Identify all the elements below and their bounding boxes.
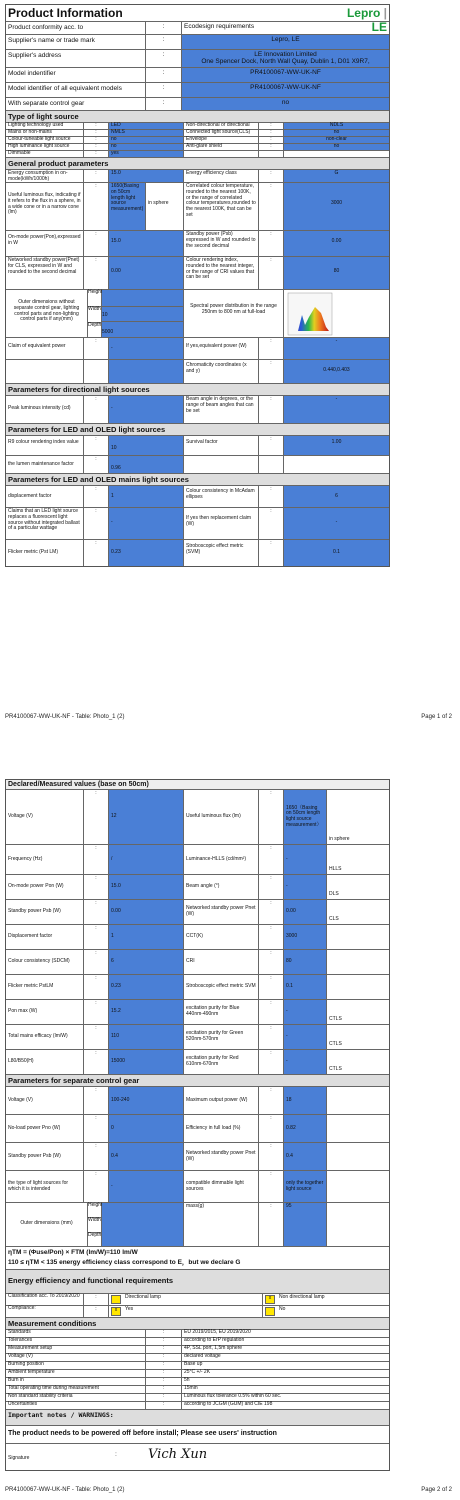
dims-labels: Height Width Depth <box>88 290 102 337</box>
row-luminous-flux: Useful luminous flux, indicating if it refers to the flux in a sphere, in a wide cone or in a narrow cone (lm) : 1650(Basing on 50cm length light source measurement) in sphere Correlated colour temperature, rounded to the nearest 100K, or the range of correlated colour temperatures,rounded to the nearest 100K, that can be set : 3000 <box>6 183 389 231</box>
type-value-2: NDLS <box>284 123 389 129</box>
header-row <box>6 83 389 98</box>
checkbox-2[interactable]: x <box>265 1295 275 1304</box>
declared-colon: : <box>84 845 109 874</box>
gear-value-2: 18 <box>284 1087 327 1114</box>
declared-row <box>6 975 389 1000</box>
type-value-2: no <box>284 130 389 136</box>
measurement-label: Ambient temperature <box>6 1370 146 1377</box>
efficiency-option-1: Yes <box>123 1306 263 1317</box>
gear-label-2: Efficiency in full load (%) <box>184 1115 259 1142</box>
efficiency-option-1: Directional lamp <box>123 1294 263 1305</box>
declared-colon-2: : <box>259 1025 284 1049</box>
gear-value-2: 0.82 <box>284 1115 327 1142</box>
type-label-2: Non-directional or directional <box>184 123 259 129</box>
header-colon: : <box>146 83 182 97</box>
gear-value: 0.4 <box>109 1143 184 1170</box>
type-value: no <box>109 144 184 150</box>
declared-type: CTLS <box>329 1016 342 1023</box>
declared-colon-2: : <box>259 875 284 899</box>
row-claim-equivalent: Claim of equivalent power : - If yes,equivalent power (W) : - <box>6 338 389 360</box>
header-row <box>6 50 389 68</box>
header-colon: : <box>146 22 182 34</box>
declared-colon-2: : <box>259 1000 284 1024</box>
gear-value-2: 0.4 <box>284 1143 327 1170</box>
type-label: Mains or non-mains <box>6 130 84 136</box>
type-label: High luminance light source <box>6 144 84 150</box>
row-outer-dimensions: Outer dimensions without separate control gear, lighting control parts and non-lighting control parts if any(mm) Height Width Depth 10 5000 Spectral power distribution in the range 250nm to 800 nm at full-load <box>6 290 389 338</box>
declared-type: HLLS <box>329 866 342 873</box>
measurement-value: Base up <box>184 1361 203 1367</box>
header-colon: : <box>146 98 182 110</box>
type-value: LED <box>109 123 184 129</box>
measurement-label: Total operating time during measurement <box>6 1386 146 1393</box>
gear-label: the type of light sources for which it is intended <box>6 1171 84 1202</box>
declared-label: On-mode power Pon (W) <box>6 875 84 899</box>
measurement-value: EU 2019/2015, EU 2019/2020 <box>184 1329 251 1335</box>
declared-label: Voltage (V) <box>6 790 84 844</box>
spectrum-chart <box>284 290 389 337</box>
declared-value: 0.23 <box>109 975 184 999</box>
measurement-value: according to JCGM (GUM) and CIE 198 <box>184 1401 273 1407</box>
brand-logo: Lepro | LE <box>346 6 387 34</box>
row-peak-intensity: Peak luminous intensity (cd) : - Beam angle in degrees, or the range of beam angles that can be set : - <box>6 396 389 424</box>
declared-label-2: Stroboscopic effect metric SVM <box>184 975 259 999</box>
section-general-parameters: General product parameters <box>6 158 389 170</box>
declared-value: / <box>109 845 184 874</box>
declared-value-2: 0.00 <box>284 900 327 924</box>
gear-row <box>6 1143 389 1171</box>
gear-colon: : <box>84 1143 109 1170</box>
declared-colon: : <box>84 925 109 949</box>
efficiency-row <box>6 1294 389 1306</box>
measurement-value: according to ErP regulation <box>184 1337 245 1343</box>
declared-type: in sphere <box>329 836 350 843</box>
declared-label: Colour consistency (SDCM) <box>6 950 84 974</box>
declared-colon: : <box>84 950 109 974</box>
type-colon: : <box>84 123 109 129</box>
header-label: With separate control gear <box>6 98 146 110</box>
declared-value-2: - <box>284 875 327 899</box>
gear-row <box>6 1171 389 1203</box>
measurement-label: Non standard stability criteria <box>6 1394 146 1401</box>
checkbox-1[interactable] <box>111 1295 121 1304</box>
section-type-of-light-source: Type of light source <box>6 111 389 123</box>
declared-colon: : <box>84 1025 109 1049</box>
declared-type: DLS <box>329 891 339 898</box>
declared-colon: : <box>84 790 109 844</box>
header-colon: : <box>146 35 182 49</box>
section-declared: Declared/Measured values (base on 50cm) <box>6 780 389 790</box>
measurement-colon: : <box>146 1346 182 1353</box>
declared-row <box>6 845 389 875</box>
type-label: Colour-tuneable light source <box>6 137 84 143</box>
gear-colon: : <box>84 1171 109 1202</box>
declared-value-2: 3000 <box>284 925 327 949</box>
declared-row <box>6 790 389 845</box>
declared-colon-2: : <box>259 790 284 844</box>
declared-rows <box>6 790 389 1075</box>
type-colon-2: : <box>259 130 284 136</box>
gear-label: Standby power Psb (W) <box>6 1143 84 1170</box>
section-notes: Important notes / WARNINGS: <box>6 1410 389 1426</box>
efficiency-colon: : <box>84 1294 109 1305</box>
declared-label-2: excitation purity for Blue 440nm-490nm <box>184 1000 259 1024</box>
declared-value: 6 <box>109 950 184 974</box>
type-colon-2: : <box>259 137 284 143</box>
page-2-footer-right: Page 2 of 2 <box>421 1487 452 1493</box>
measurement-colon: : <box>146 1394 182 1401</box>
header-colon: : <box>146 68 182 82</box>
declared-type: CTLS <box>329 1041 342 1048</box>
measurement-colon: : <box>146 1370 182 1377</box>
declared-row <box>6 1025 389 1050</box>
header-value: LE Innovation Limited One Spencer Dock, North Wall Quay, Dublin 1, D01 X9R7, <box>182 50 389 67</box>
efficiency-rows <box>6 1294 389 1318</box>
measurement-value: 25°C +/- 2K <box>184 1369 211 1375</box>
type-row <box>6 151 389 158</box>
gear-row <box>6 1115 389 1143</box>
declared-colon: : <box>84 900 109 924</box>
gear-colon-2: : <box>259 1171 284 1202</box>
measurement-label: Standards <box>6 1330 146 1337</box>
efficiency-row <box>6 1306 389 1318</box>
row-networked-standby: Networked standby power(Pnet) for CLS, expressed in W and rounded to the second decimal : 0.00 Colour rendering index, rounded to the nearest integer, or the range of CRI values that can be set : 80 <box>6 257 389 290</box>
type-colon-2: : <box>259 144 284 150</box>
gear-rows <box>6 1087 389 1203</box>
declared-type: CTLS <box>329 1066 342 1073</box>
declared-label: Displacement factor <box>6 925 84 949</box>
supplier-section <box>6 22 389 111</box>
declared-row <box>6 900 389 925</box>
declared-colon: : <box>84 1050 109 1074</box>
section-mains: Parameters for LED and OLED mains light sources <box>6 474 389 486</box>
declared-value: 0.00 <box>109 900 184 924</box>
type-colon: : <box>84 130 109 136</box>
header-label: Model identifier of all equivalent models <box>6 83 146 97</box>
declared-value-2: - <box>284 1000 327 1024</box>
efficiency-option-2: Non directional lamp <box>279 1294 325 1300</box>
section-control-gear: Parameters for separate control gear <box>6 1075 389 1087</box>
page-title: Product Information <box>8 6 123 20</box>
section-efficiency: Energy efficiency and functional requirements <box>6 1270 389 1294</box>
page-2-footer-left: PR4100067-WW-UK-NF - Table: Photo_1 (2) <box>5 1487 125 1493</box>
declared-label-2: Useful luminous flux (lm) <box>184 790 259 844</box>
declared-value-2: 0.1 <box>284 975 327 999</box>
row-chromaticity: Chromaticity coordinates (x and y) : 0.440,0.403 <box>6 360 389 384</box>
row-r9: R9 colour rendering index value : 10 Survival factor : 1.00 <box>6 436 389 456</box>
type-colon: : <box>84 137 109 143</box>
type-value-2 <box>284 151 389 157</box>
declared-row <box>6 950 389 975</box>
gear-label-2: compatible dimmable light sources <box>184 1171 259 1202</box>
type-rows <box>6 123 389 158</box>
measurement-value: 15min <box>184 1385 198 1391</box>
declared-label: Standby power Psb (W) <box>6 900 84 924</box>
declared-type <box>327 925 389 949</box>
dims-values: 10 5000 <box>102 290 184 337</box>
declared-type <box>327 975 389 999</box>
type-row <box>6 144 389 151</box>
declared-value: 1 <box>109 925 184 949</box>
declared-row <box>6 925 389 950</box>
measurement-colon: : <box>146 1354 182 1361</box>
type-value: yes <box>109 151 184 157</box>
header-value: no <box>182 98 389 110</box>
type-label: Dimmable <box>6 151 84 157</box>
declared-value: 110 <box>109 1025 184 1049</box>
declared-colon: : <box>84 975 109 999</box>
declared-colon: : <box>84 1000 109 1024</box>
efficiency-colon: : <box>84 1306 109 1317</box>
efficiency-label: Compliance: <box>6 1306 84 1317</box>
row-lumen-maintenance: the lumen maintenance factor : 0.96 <box>6 456 389 474</box>
measurement-colon: : <box>146 1386 182 1393</box>
type-label-2 <box>184 151 259 157</box>
declared-label-2: Networked standby power Pnet (W) <box>184 900 259 924</box>
measurement-label: Burn in <box>6 1378 146 1385</box>
type-colon-2: : <box>259 123 284 129</box>
type-label: Lighting technology used <box>6 123 84 129</box>
measurement-row <box>6 1370 389 1378</box>
declared-colon-2: : <box>259 900 284 924</box>
declared-value-2: - <box>284 1025 327 1049</box>
gear-label: Voltage (V) <box>6 1087 84 1114</box>
header-colon: : <box>146 50 182 67</box>
measurement-colon: : <box>146 1330 182 1337</box>
measurement-rows <box>6 1330 389 1410</box>
gear-value: 100-240 <box>109 1087 184 1114</box>
row-displacement: displacement factor : 1 Colour consistency in McAdam ellipses : 6 <box>6 486 389 508</box>
declared-label-2: CCT(K) <box>184 925 259 949</box>
type-label-2: Envelope <box>184 137 259 143</box>
measurement-row <box>6 1402 389 1410</box>
declared-value-2: 80 <box>284 950 327 974</box>
gear-colon: : <box>84 1087 109 1114</box>
formula-2: 110 ≤ ηTM < 135 energy efficiency class correspond to E，but we declare G <box>6 1256 389 1270</box>
declared-label: Flicker metric PstLM <box>6 975 84 999</box>
measurement-value: 4P, SSL port, 1,5m sphere <box>184 1345 243 1351</box>
signature: Vich Xun <box>148 1447 208 1462</box>
declared-label-2: excitation purity for Red 610nm-670nm <box>184 1050 259 1074</box>
declared-label: Total mains efficacy (lm/W) <box>6 1025 84 1049</box>
gear-colon-2: : <box>259 1087 284 1114</box>
declared-type: CLS <box>329 916 339 923</box>
measurement-colon: : <box>146 1378 182 1385</box>
declared-row <box>6 875 389 900</box>
page-1 <box>5 4 390 567</box>
checkbox-2[interactable] <box>265 1307 275 1316</box>
declared-value: 15.2 <box>109 1000 184 1024</box>
type-value-2: non-clear <box>284 137 389 143</box>
gear-row <box>6 1087 389 1115</box>
header-row <box>6 35 389 50</box>
declared-colon-2: : <box>259 845 284 874</box>
gear-colon: : <box>84 1115 109 1142</box>
declared-value-2: - <box>284 845 327 874</box>
declared-type <box>327 950 389 974</box>
measurement-colon: : <box>146 1362 182 1369</box>
type-colon: : <box>84 144 109 150</box>
declared-colon-2: : <box>259 975 284 999</box>
warning-text: The product needs to be powered off before install; Please see users' instruction <box>6 1426 389 1444</box>
gear-value: - <box>109 1171 184 1202</box>
type-colon: : <box>84 151 109 157</box>
type-label-2: Connected light source(CLS) <box>184 130 259 136</box>
declared-value: 15000 <box>109 1050 184 1074</box>
page-2 <box>5 779 390 1471</box>
page-1-footer-right: Page 1 of 2 <box>421 714 452 720</box>
row-fluorescent-claim: Claims that an LED light source replaces a fluorescent light source without integrated ballast of a particular wattage : - If yes then replacement claim (W) : - <box>6 508 389 540</box>
declared-colon-2: : <box>259 1050 284 1074</box>
gear-colon-2: : <box>259 1143 284 1170</box>
section-directional: Parameters for directional light sources <box>6 384 389 396</box>
declared-row <box>6 1000 389 1025</box>
gear-value: 0 <box>109 1115 184 1142</box>
measurement-label: Voltage (V) <box>6 1354 146 1361</box>
measurement-label: Uncertainties <box>6 1402 146 1409</box>
page-1-footer-left: PR4100067-WW-UK-NF - Table: Photo_1 (2) <box>5 714 125 720</box>
declared-label: Pon max (W) <box>6 1000 84 1024</box>
gear-colon-2: : <box>259 1115 284 1142</box>
header-row <box>6 22 389 35</box>
type-value: NMLS <box>109 130 184 136</box>
gear-label-2: Maximum output power (W) <box>184 1087 259 1114</box>
measurement-colon: : <box>146 1338 182 1345</box>
measurement-colon: : <box>146 1402 182 1409</box>
header-row <box>6 68 389 83</box>
header-label: Supplier's name or trade mark <box>6 35 146 49</box>
gear-label: No-load power Pno (W) <box>6 1115 84 1142</box>
row-energy: Energy consumption in on-mode(kWh/1000h) : 15.0 Energy efficiency class : G <box>6 170 389 183</box>
type-label-2: Anti-glare shield <box>184 144 259 150</box>
efficiency-option-2: No <box>279 1306 286 1312</box>
declared-value: 12 <box>109 790 184 844</box>
type-value: no <box>109 137 184 143</box>
type-colon-2 <box>259 151 284 157</box>
gear-label-2: Networked standby power Pnet (W) <box>184 1143 259 1170</box>
declared-label: L80/B50(H) <box>6 1050 84 1074</box>
declared-value: 15.0 <box>109 875 184 899</box>
measurement-label: Measurement setup <box>6 1346 146 1353</box>
declared-row <box>6 1050 389 1075</box>
efficiency-label: Classification acc. To 2019/2020 <box>6 1294 84 1305</box>
gear-value-2: only the together light source <box>284 1171 327 1202</box>
declared-colon: : <box>84 875 109 899</box>
measurement-value: declared voltage <box>184 1353 221 1359</box>
measurement-value: 5h <box>184 1377 190 1383</box>
type-value-2: no <box>284 144 389 150</box>
header-value: Ecodesign requirements <box>184 23 255 30</box>
header-label: Product conformity acc. to <box>6 22 146 34</box>
header-label: Model indentifier <box>6 68 146 82</box>
declared-label: Frequency (Hz) <box>6 845 84 874</box>
checkbox-1[interactable]: x <box>111 1307 121 1316</box>
header-value: Lepro, LE <box>182 35 389 49</box>
declared-label-2: Beam angle (°) <box>184 875 259 899</box>
declared-label-2: Luminance-HLLS (cd/mm²) <box>184 845 259 874</box>
header-row <box>6 98 389 111</box>
declared-value-2: - <box>284 1050 327 1074</box>
row-on-mode-power: On-mode power(Pon),expressed in W : 15.0 Standby power (Psb) expressed in W and rounded to the second decimal : 0.00 <box>6 231 389 257</box>
formula-1: ηTM = (Φuse/Pon) × FTM (lm/W)=110 lm/W <box>8 1249 138 1256</box>
declared-colon-2: : <box>259 950 284 974</box>
measurement-label: Tolerances <box>6 1338 146 1345</box>
section-led: Parameters for LED and OLED light sources <box>6 424 389 436</box>
header-value: PR4100067-WW-UK-NF <box>182 68 389 82</box>
header-value: PR4100067-WW-UK-NF <box>182 83 389 97</box>
spectrum-graph <box>288 293 332 335</box>
row-gear-dimensions: Outer dimensions (mm) Height Width Depth mass(g) : 95 <box>6 1203 389 1247</box>
header-label: Supplier's address <box>6 50 146 67</box>
row-flicker: Flicker metric (Pst LM) : 0.23 Stroboscopic effect metric (SVM) : 0.1 <box>6 540 389 566</box>
section-measurement: Measurement conditions <box>6 1318 389 1330</box>
declared-label-2: CRI <box>184 950 259 974</box>
measurement-value: Luminous flux tolerance 0.5% within 60 sec. <box>184 1393 282 1399</box>
measurement-label: Burning position <box>6 1362 146 1369</box>
declared-value-2: 1650（Basing on 50cm length light source measurement） <box>284 790 327 844</box>
declared-colon-2: : <box>259 925 284 949</box>
row-signature: Signature : Vich Xun <box>6 1444 389 1470</box>
declared-label-2: excitation purity for Green 520nm-570nm <box>184 1025 259 1049</box>
